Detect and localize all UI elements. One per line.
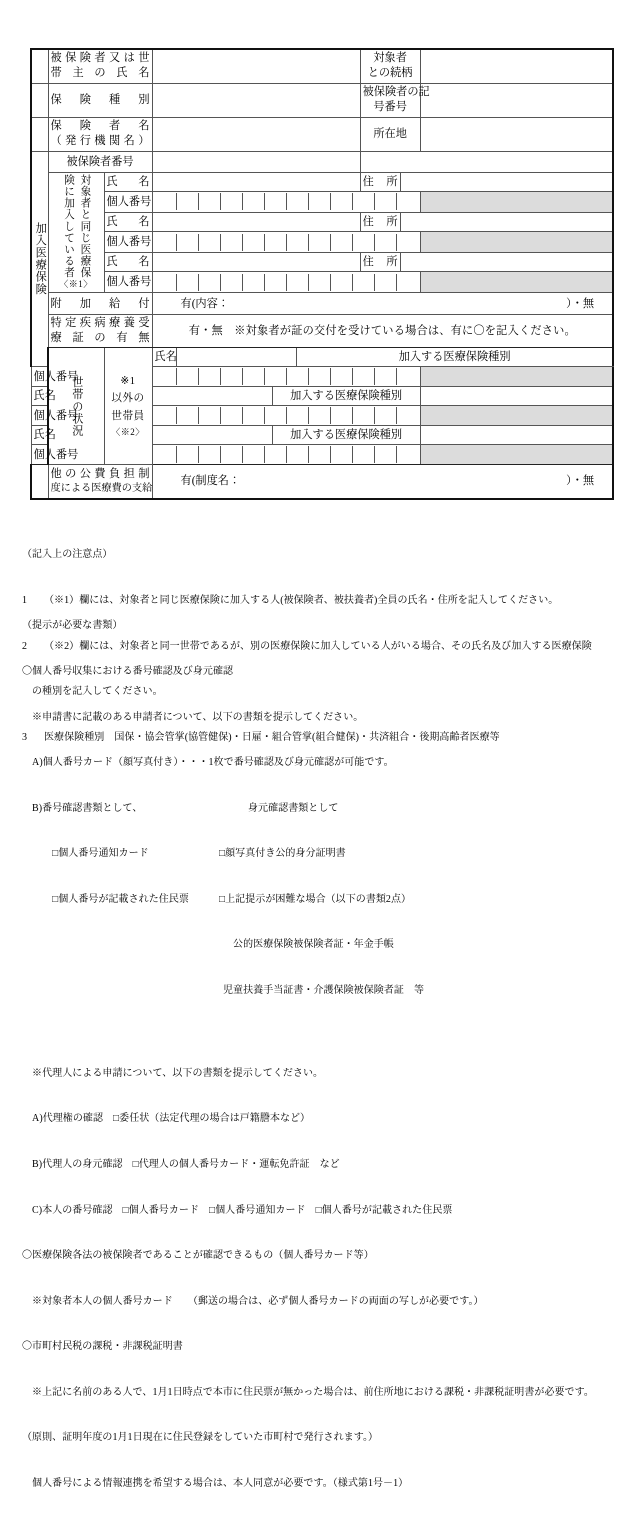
- label-person3-address: 住所: [360, 252, 400, 272]
- entry-note-text-1: （※1）欄には、対象者と同じ医療保険に加入する人(被保険者、被扶養者)全員の氏名・住所を記入してください。: [44, 594, 559, 606]
- documents-note-line: ※対象者本人の個人番号カード （郵送の場合は、必ず個人番号カードの両面の写しが必要です。）: [22, 1295, 484, 1307]
- mynumber-digit[interactable]: [199, 193, 221, 210]
- label-member3-name: 氏名: [31, 426, 48, 445]
- row-person1-name: [31, 172, 613, 192]
- row-person3-name: [31, 252, 613, 272]
- label-symbol-line1: 被保険者の記: [362, 85, 430, 98]
- mynumber-digit[interactable]: [353, 193, 375, 210]
- mynumber-digit[interactable]: [155, 274, 177, 291]
- documents-notes-block: [22, 588, 622, 1521]
- mynumber-digit[interactable]: [221, 407, 243, 424]
- documents-note-line: A)個人番号カード（顔写真付き）・・・1枚で番号確認及び身元確認が可能です。: [22, 757, 394, 769]
- documents-note-line: （原則、証明年度の1月1日現在に住民登録をしていた市町村で発行されます。）: [22, 1432, 379, 1444]
- field-specified-disease-cert[interactable]: [152, 315, 613, 348]
- row-specified-disease-cert: [31, 315, 613, 348]
- group-spacer-bottom: [31, 465, 48, 499]
- vertical-label-same-insurance-text: 対象者と同じ医療保険に加入している者: [63, 173, 91, 278]
- mynumber-digit[interactable]: [353, 446, 375, 463]
- field-member3-mynumber[interactable]: [152, 445, 420, 465]
- mynumber-digit[interactable]: [397, 234, 418, 251]
- field-location[interactable]: [420, 117, 613, 151]
- field-member2-name[interactable]: [152, 387, 272, 406]
- mynumber-digit[interactable]: [331, 407, 353, 424]
- entry-note-num-1: 1: [22, 594, 28, 606]
- label-member2-name: 氏名: [31, 387, 48, 406]
- documents-note-line: 個人番号による情報連携を希望する場合は、本人同意が必要です。（様式第1号－1）: [22, 1477, 409, 1489]
- mynumber-digit-row[interactable]: [155, 407, 418, 424]
- mynumber-digit[interactable]: [243, 446, 265, 463]
- field-person2-name[interactable]: [152, 212, 360, 232]
- field-member2-insurance-type[interactable]: [420, 387, 613, 406]
- group-label-household: [48, 348, 104, 465]
- row-insurance-type: [31, 83, 613, 117]
- documents-note-line: 〇医療保険各法の被保険者であることが確認できるもの（個人番号カード等）: [22, 1250, 374, 1262]
- documents-note-line: C)本人の番号確認 □個人番号カード □個人番号通知カード □個人番号が記載された住民票: [22, 1204, 453, 1216]
- shaded-area-person2: [420, 232, 613, 253]
- label-member3-mynumber: 個人番号: [31, 445, 48, 465]
- mynumber-digit[interactable]: [397, 446, 418, 463]
- field-other-public-subsidy[interactable]: [152, 465, 613, 499]
- mynumber-digit[interactable]: [177, 193, 199, 210]
- mynumber-digit[interactable]: [287, 446, 309, 463]
- mynumber-digit[interactable]: [353, 274, 375, 291]
- additional-benefit-no-label: ）・無: [566, 297, 595, 310]
- mynumber-digit[interactable]: [375, 446, 397, 463]
- mynumber-digit[interactable]: [287, 234, 309, 251]
- mynumber-digit[interactable]: [221, 368, 243, 385]
- label-other-subsidy-line1: 他の公費負担制: [50, 468, 150, 481]
- mynumber-digit[interactable]: [243, 234, 265, 251]
- mynumber-digit[interactable]: [199, 407, 221, 424]
- group-label-household-text: 世帯の状況: [70, 375, 83, 437]
- shaded-area-member2: [420, 406, 613, 426]
- mynumber-digit[interactable]: [221, 193, 243, 210]
- group-label-insurance: [31, 151, 48, 367]
- documents-note-line: B)代理人の身元確認 □代理人の個人番号カード・運転免許証 など: [22, 1158, 340, 1170]
- other-members-line3: 世帯員: [111, 410, 145, 422]
- documents-notes-heading: （提示が必要な書類）: [22, 620, 123, 632]
- label-insured-number: 被保険者番号: [48, 151, 152, 172]
- field-insured-number[interactable]: [152, 151, 360, 172]
- row-person2-name: [31, 212, 613, 232]
- entry-note-num-3: 3: [22, 731, 28, 743]
- mynumber-digit[interactable]: [177, 407, 199, 424]
- shaded-area-member1: [420, 367, 613, 387]
- field-member3-name[interactable]: [152, 426, 272, 445]
- field-person3-mynumber[interactable]: [152, 272, 420, 293]
- mynumber-digit[interactable]: [265, 407, 287, 424]
- label-person3-mynumber: 個人番号: [104, 272, 152, 293]
- mynumber-digit[interactable]: [331, 193, 353, 210]
- documents-note-line: □個人番号通知カード □顔写真付き公的身分証明書: [22, 848, 346, 860]
- row-household-member1-name: [31, 348, 613, 367]
- other-members-note: 〈※2〉: [111, 427, 145, 437]
- documents-note-line: ※申請書に記載のある申請者について、以下の書類を提示してください。: [22, 711, 364, 723]
- group-spacer-top: [31, 49, 48, 83]
- shaded-area-member3: [420, 445, 613, 465]
- row-additional-benefit: [31, 293, 613, 315]
- mynumber-digit-row[interactable]: [155, 193, 418, 210]
- mynumber-digit[interactable]: [155, 234, 177, 251]
- entry-note-text-2-cont: の種別を記入してください。: [32, 686, 163, 698]
- mynumber-digit[interactable]: [155, 193, 177, 210]
- mynumber-digit[interactable]: [265, 193, 287, 210]
- mynumber-digit[interactable]: [353, 368, 375, 385]
- field-person2-address[interactable]: [400, 212, 613, 232]
- label-person1-mynumber: 個人番号: [104, 192, 152, 213]
- label-person2-mynumber: 個人番号: [104, 232, 152, 253]
- field-person1-address[interactable]: [400, 172, 613, 192]
- mynumber-digit[interactable]: [397, 407, 418, 424]
- mynumber-digit[interactable]: [331, 446, 353, 463]
- mynumber-digit[interactable]: [199, 446, 221, 463]
- field-member3-insurance-type[interactable]: [420, 426, 613, 445]
- mynumber-digit[interactable]: [199, 368, 221, 385]
- mynumber-digit[interactable]: [155, 407, 177, 424]
- label-person2-name: 氏名: [104, 212, 152, 232]
- vertical-label-other-members-text: [107, 373, 150, 440]
- mynumber-digit[interactable]: [243, 274, 265, 291]
- mynumber-digit[interactable]: [221, 446, 243, 463]
- label-member1-insurance-type: 加入する医療保険種別: [296, 348, 613, 367]
- row-insured-name: [31, 49, 613, 83]
- additional-benefit-yes-label: 有(内容：: [180, 297, 229, 310]
- shaded-area-person3: [420, 272, 613, 293]
- label-insured-symbol-number: [360, 83, 430, 117]
- mynumber-digit[interactable]: [243, 193, 265, 210]
- field-insurance-type[interactable]: [152, 83, 360, 117]
- specified-disease-note: 有・無 ※対象者が証の交付を受けている場合は、有に〇を記入ください。: [188, 325, 576, 338]
- mynumber-digit[interactable]: [397, 193, 418, 210]
- label-insurer-name-line1: 保険者名: [50, 119, 150, 132]
- row-person2-mynumber: [31, 232, 613, 253]
- label-specified-disease-cert: [48, 315, 152, 348]
- documents-note-line: 公的医療保険被保険者証・年金手帳: [22, 939, 394, 951]
- mynumber-digit[interactable]: [375, 193, 397, 210]
- label-insured-name: [48, 49, 152, 83]
- mynumber-digit[interactable]: [155, 446, 177, 463]
- mynumber-digit[interactable]: [243, 368, 265, 385]
- label-insurer-name: [48, 117, 152, 151]
- mynumber-digit[interactable]: [177, 368, 199, 385]
- row-person1-mynumber: [31, 192, 613, 213]
- insurance-form-table: [30, 48, 614, 500]
- mynumber-digit[interactable]: [375, 274, 397, 291]
- mynumber-digit[interactable]: [331, 274, 353, 291]
- label-additional-benefit: 附加給付: [48, 293, 152, 315]
- label-person1-address: 住所: [360, 172, 400, 192]
- shaded-area-person1: [420, 192, 613, 213]
- field-member2-mynumber[interactable]: [152, 406, 420, 426]
- mynumber-digit[interactable]: [309, 193, 331, 210]
- mynumber-digit-row[interactable]: [155, 368, 418, 385]
- entry-notes-heading: （記入上の注意点）: [22, 549, 113, 561]
- label-member2-insurance-type: 加入する医療保険種別: [272, 387, 420, 406]
- label-member2-mynumber: 個人番号: [31, 406, 48, 426]
- row-other-public-subsidy: [31, 465, 613, 499]
- label-relation-line1: 対象者: [373, 52, 407, 65]
- mynumber-digit[interactable]: [199, 234, 221, 251]
- label-member1-name: 氏名: [152, 348, 176, 367]
- field-person3-address[interactable]: [400, 252, 613, 272]
- label-person3-name: 氏名: [104, 252, 152, 272]
- mynumber-digit[interactable]: [331, 368, 353, 385]
- mynumber-digit[interactable]: [177, 234, 199, 251]
- field-member1-name[interactable]: [176, 348, 296, 367]
- label-specified-disease-line2: 療証の有無: [50, 332, 150, 345]
- mynumber-digit-row[interactable]: [155, 446, 418, 463]
- label-other-subsidy-line2: 度による医療費の支給: [50, 483, 153, 495]
- group-spacer-3: [31, 117, 48, 151]
- label-relation-line2: との続柄: [367, 67, 413, 80]
- mynumber-digit[interactable]: [287, 274, 309, 291]
- mynumber-digit[interactable]: [309, 274, 331, 291]
- label-insurance-type: 保険種別: [48, 83, 152, 117]
- mynumber-digit[interactable]: [155, 368, 177, 385]
- mynumber-digit[interactable]: [177, 274, 199, 291]
- field-insurer-name[interactable]: [152, 117, 360, 151]
- other-subsidy-no-label: ）・無: [566, 475, 595, 488]
- field-insured-symbol-number[interactable]: [420, 83, 613, 117]
- vertical-label-same-insurance: [48, 172, 104, 293]
- vertical-label-other-members: [104, 348, 152, 465]
- mynumber-digit[interactable]: [353, 407, 375, 424]
- mynumber-digit[interactable]: [177, 446, 199, 463]
- row-insured-number: [31, 151, 613, 172]
- field-insured-number-ext[interactable]: [360, 151, 613, 172]
- group-spacer-2: [31, 83, 48, 117]
- mynumber-digit[interactable]: [309, 446, 331, 463]
- field-person3-name[interactable]: [152, 252, 360, 272]
- field-relation[interactable]: [420, 49, 613, 83]
- documents-note-line: A)代理権の確認 □委任状（法定代理の場合は戸籍謄本など）: [22, 1113, 311, 1125]
- row-insurer-name: [31, 117, 613, 151]
- mynumber-digit[interactable]: [397, 274, 418, 291]
- label-specified-disease-line1: 特定疾病療養受: [50, 317, 150, 329]
- documents-note-line: 児童扶養手当証書・介護保険被保険者証 等: [22, 984, 424, 996]
- mynumber-digit[interactable]: [375, 368, 397, 385]
- field-insured-name[interactable]: [152, 49, 360, 83]
- mynumber-digit-row[interactable]: [155, 274, 418, 291]
- entry-note-num-2: 2: [22, 640, 28, 652]
- label-other-public-subsidy: [48, 465, 152, 499]
- mynumber-digit[interactable]: [375, 407, 397, 424]
- documents-note-line: ※代理人による申請について、以下の書類を提示してください。: [22, 1067, 324, 1079]
- mynumber-digit[interactable]: [199, 274, 221, 291]
- label-member3-insurance-type: 加入する医療保険種別: [272, 426, 420, 445]
- mynumber-digit[interactable]: [309, 234, 331, 251]
- documents-note-line: ※上記に名前のある人で、1月1日時点で本市に住民票が無かった場合は、前住所地における課税・非課税証明書が必要です。: [22, 1386, 594, 1398]
- label-member1-mynumber: 個人番号: [31, 367, 48, 387]
- label-insured-name-line2: 帯主の氏名: [50, 67, 150, 80]
- mynumber-digit[interactable]: [309, 368, 331, 385]
- group-label-insurance-text: 加入医療保険: [34, 222, 47, 296]
- mynumber-digit[interactable]: [375, 234, 397, 251]
- other-members-line2: 以外の: [111, 393, 145, 405]
- documents-note-line: 〇個人番号収集における番号確認及び身元確認: [22, 665, 234, 677]
- field-person1-mynumber[interactable]: [152, 192, 420, 213]
- mynumber-digit[interactable]: [397, 368, 418, 385]
- mynumber-digit[interactable]: [353, 234, 375, 251]
- vertical-label-same-insurance-note: 〈※1〉: [59, 278, 93, 289]
- documents-note-line: B)番号確認書類として、 身元確認書類として: [22, 802, 339, 814]
- mynumber-digit[interactable]: [287, 368, 309, 385]
- label-person2-address: 住所: [360, 212, 400, 232]
- mynumber-digit[interactable]: [265, 368, 287, 385]
- field-person1-name[interactable]: [152, 172, 360, 192]
- field-member1-mynumber[interactable]: [152, 367, 420, 387]
- mynumber-digit[interactable]: [265, 274, 287, 291]
- mynumber-digit[interactable]: [287, 193, 309, 210]
- documents-note-gap: [22, 1028, 622, 1035]
- mynumber-digit-row[interactable]: [155, 234, 418, 251]
- mynumber-digit[interactable]: [331, 234, 353, 251]
- documents-note-line: 〇市町村民税の課税・非課税証明書: [22, 1341, 183, 1353]
- row-person3-mynumber: [31, 272, 613, 293]
- mynumber-digit[interactable]: [309, 407, 331, 424]
- label-relation: [360, 49, 420, 83]
- label-location: 所在地: [360, 117, 420, 151]
- entry-note-text-3: 医療保険種別 国保・協会管掌(協管健保)・日雇・組合管掌(組合健保)・共済組合・後期高齢者医療等: [44, 731, 500, 743]
- label-insurer-name-line2: （発行機関名）: [50, 135, 150, 147]
- mynumber-digit[interactable]: [221, 274, 243, 291]
- label-symbol-line2: 号番号: [373, 101, 407, 113]
- other-subsidy-yes-label: 有(制度名：: [180, 475, 241, 488]
- label-insured-name-line1: 被保険者又は世: [50, 52, 150, 65]
- mynumber-digit[interactable]: [265, 234, 287, 251]
- other-members-line1: ※1: [120, 375, 136, 387]
- mynumber-digit[interactable]: [221, 234, 243, 251]
- mynumber-digit[interactable]: [287, 407, 309, 424]
- field-additional-benefit[interactable]: [152, 293, 613, 315]
- label-person1-name: 氏名: [104, 172, 152, 192]
- documents-note-line: □個人番号が記載された住民票 □上記提示が困難な場合（以下の書類2点）: [22, 893, 412, 905]
- field-person2-mynumber[interactable]: [152, 232, 420, 253]
- mynumber-digit[interactable]: [265, 446, 287, 463]
- entry-note-text-2: （※2）欄には、対象者と同一世帯であるが、別の医療保険に加入している人がいる場合、その氏名及び加入する医療保険: [44, 640, 592, 652]
- mynumber-digit[interactable]: [243, 407, 265, 424]
